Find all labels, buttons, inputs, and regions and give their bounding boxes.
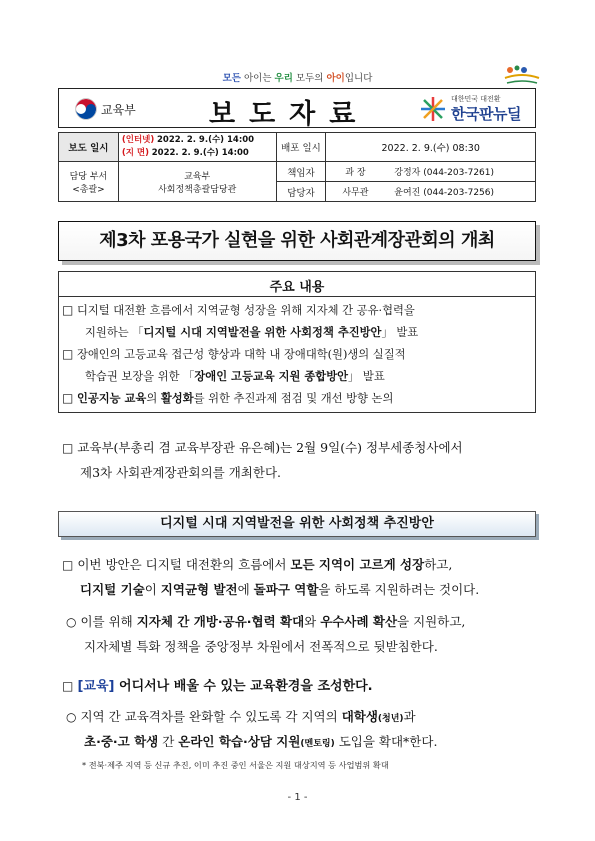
contact-label: 담당자 [276,182,326,202]
distribution-time: 2022. 2. 9.(수) 08:30 [326,133,536,162]
intro-text: 교육부(부총리 겸 교육부장관 유은혜)는 2월 9일(수) 정부세종청사에서 [77,440,463,455]
circle-bullet-icon: ○ [66,615,77,629]
department-name-cell [118,162,276,202]
square-bullet-icon: □ [62,303,74,317]
body-emphasis: 온라인 학습·상담 지원 [178,734,301,749]
square-bullet-icon: □ [62,679,74,693]
body-text: 이 [144,582,161,597]
summary-text: 를 위한 추진과제 점검 및 개선 방향 논의 [193,392,394,405]
education-heading [62,675,373,694]
education-tag: [교육] [77,679,115,694]
body-paragraph-2-cont: 지자체별 특화 정책을 중앙정부 차원에서 전폭적으로 뒷받침한다. [84,639,438,654]
headline: 제3차 포용국가 실현을 위한 사회관계장관회의 개최 [58,221,536,261]
government-emblem-icon [75,98,97,120]
body-paragraph-3 [66,707,416,725]
footnote: * 전북·제주 지역 등 신규 추진, 이미 추진 중인 서울은 지원 대상지역 등 사업범위 확대 [82,760,389,770]
summary-text: 지원하는 「 [85,326,144,339]
summary-text: 」 발표 [381,326,419,339]
square-bullet-icon: □ [62,391,74,405]
summary-emphasis: 인공지능 교육 [76,392,147,405]
responsible-title: 과 장 [345,168,366,178]
slogan-part: 모두의 [292,73,327,84]
department-division: 사회정책총괄담당관 [158,184,237,195]
distribution-label: 배포 일시 [276,133,326,162]
square-bullet-icon: □ [62,347,74,361]
body-paragraph-3-cont [84,732,437,750]
intro-paragraph-cont: 제3차 사회관계장관회의를 개최한다. [80,465,281,480]
body-emphasis: 대학생 [341,709,378,724]
body-paragraph-2 [66,612,465,630]
body-emphasis: 초·중·고 학생 [84,734,159,749]
summary-emphasis: 디지털 시대 지역발전을 위한 사회정책 추진방안 [143,326,382,339]
summary-text: 학습권 보장을 위한 「 [85,370,195,383]
slogan-part: 아이는 [240,73,275,84]
page-number: - 1 - [287,792,308,803]
body-text: 을 하도록 지원하려는 것이다. [318,582,480,597]
body-text: 이번 방안은 디지털 대전환의 흐름에서 [77,557,291,572]
online-label: (인터넷) [121,135,155,145]
release-date-label: 보도 일시 [59,133,119,162]
education-heading-text: 어디서나 배울 수 있는 교육환경을 조성한다. [114,679,373,694]
contact-contact: 윤여진 (044-203-7256) [394,188,495,198]
body-emphasis: 우수사례 확산 [320,614,398,629]
department-label: 담당 부서 [69,171,108,182]
body-emphasis: 지자체 간 개방·공유·협력 확대 [136,614,305,629]
summary-divider [58,296,536,297]
department-label-cell [59,162,119,202]
body-text: 하고, [424,557,453,572]
body-text: 도입을 확대*한다. [334,734,438,749]
responsible-info [326,162,536,182]
summary-text: 의 [146,392,161,405]
campaign-logo [502,62,542,88]
body-text: 간 [158,734,179,749]
responsible-contact: 강정자 (044-203-7261) [394,168,495,178]
square-bullet-icon: □ [62,441,74,455]
body-text: 지역 간 교육격차를 완화할 수 있도록 각 지역의 [80,709,342,724]
release-times [118,133,276,162]
release-info-table [58,132,536,202]
summary-emphasis: 장애인 고등교육 지원 종합방안 [194,370,349,383]
body-text: 을 지원하고, [397,614,466,629]
summary-text: 장애인의 고등교육 접근성 향상과 대학 내 장애대학(원)생의 실질적 [76,348,406,361]
slogan-part: 우리 [274,73,293,84]
body-text: 에 [237,582,254,597]
summary-text: 디지털 대전환 흐름에서 지역균형 성장을 위해 지자체 간 공유·협력을 [76,304,415,317]
intro-paragraph [62,438,463,456]
new-deal-title: 한국판뉴딜 [451,105,521,123]
summary-bullet-2-cont [85,368,385,384]
body-emphasis: 디지털 기술 [80,582,145,597]
body-emphasis: 지역균형 발전 [160,582,238,597]
body-paragraph-1 [62,555,452,573]
department-name: 교육부 [184,171,211,182]
body-text: 와 [304,614,321,629]
doc-type-title: 보도자료 [209,99,370,130]
summary-bullet-2 [62,346,406,362]
responsible-label: 책임자 [276,162,326,182]
paper-label: (지 면) [121,148,150,158]
ministry-name: 교육부 [101,103,136,117]
body-text: 이를 위해 [80,614,137,629]
body-text: 과 [403,709,416,724]
body-emphasis-small: (청년) [377,714,404,724]
department-label-sub: <총괄> [72,184,105,195]
summary-text: 」 발표 [348,370,385,383]
summary-bullet-1-cont [85,324,418,340]
contact-info [326,182,536,202]
body-emphasis: 모든 지역이 고르게 성장 [290,557,425,572]
summary-bullet-1 [62,302,415,318]
press-release-header [58,88,536,128]
contact-title: 사무관 [342,188,369,198]
circle-bullet-icon: ○ [66,710,77,724]
body-paragraph-1-cont [80,580,479,598]
slogan-part: 입니다 [344,73,373,84]
summary-title: 주요 내용 [269,280,325,295]
square-bullet-icon: □ [62,558,74,572]
slogan-part: 모든 [222,73,241,84]
paper-time: 2022. 2. 9.(수) 14:00 [151,148,249,158]
summary-emphasis: 활성화 [160,392,194,405]
new-deal-subtitle: 대한민국 대전환 [451,95,501,103]
slogan-part: 아이 [326,73,345,84]
body-emphasis: 돌파구 역할 [253,582,319,597]
section-title: 디지털 시대 지역발전을 위한 사회정책 추진방안 [58,511,536,537]
online-time: 2022. 2. 9.(수) 14:00 [156,135,255,145]
korean-new-deal-icon [419,95,447,123]
summary-bullet-3 [62,390,393,406]
body-emphasis-small: (멘토링) [300,739,335,749]
